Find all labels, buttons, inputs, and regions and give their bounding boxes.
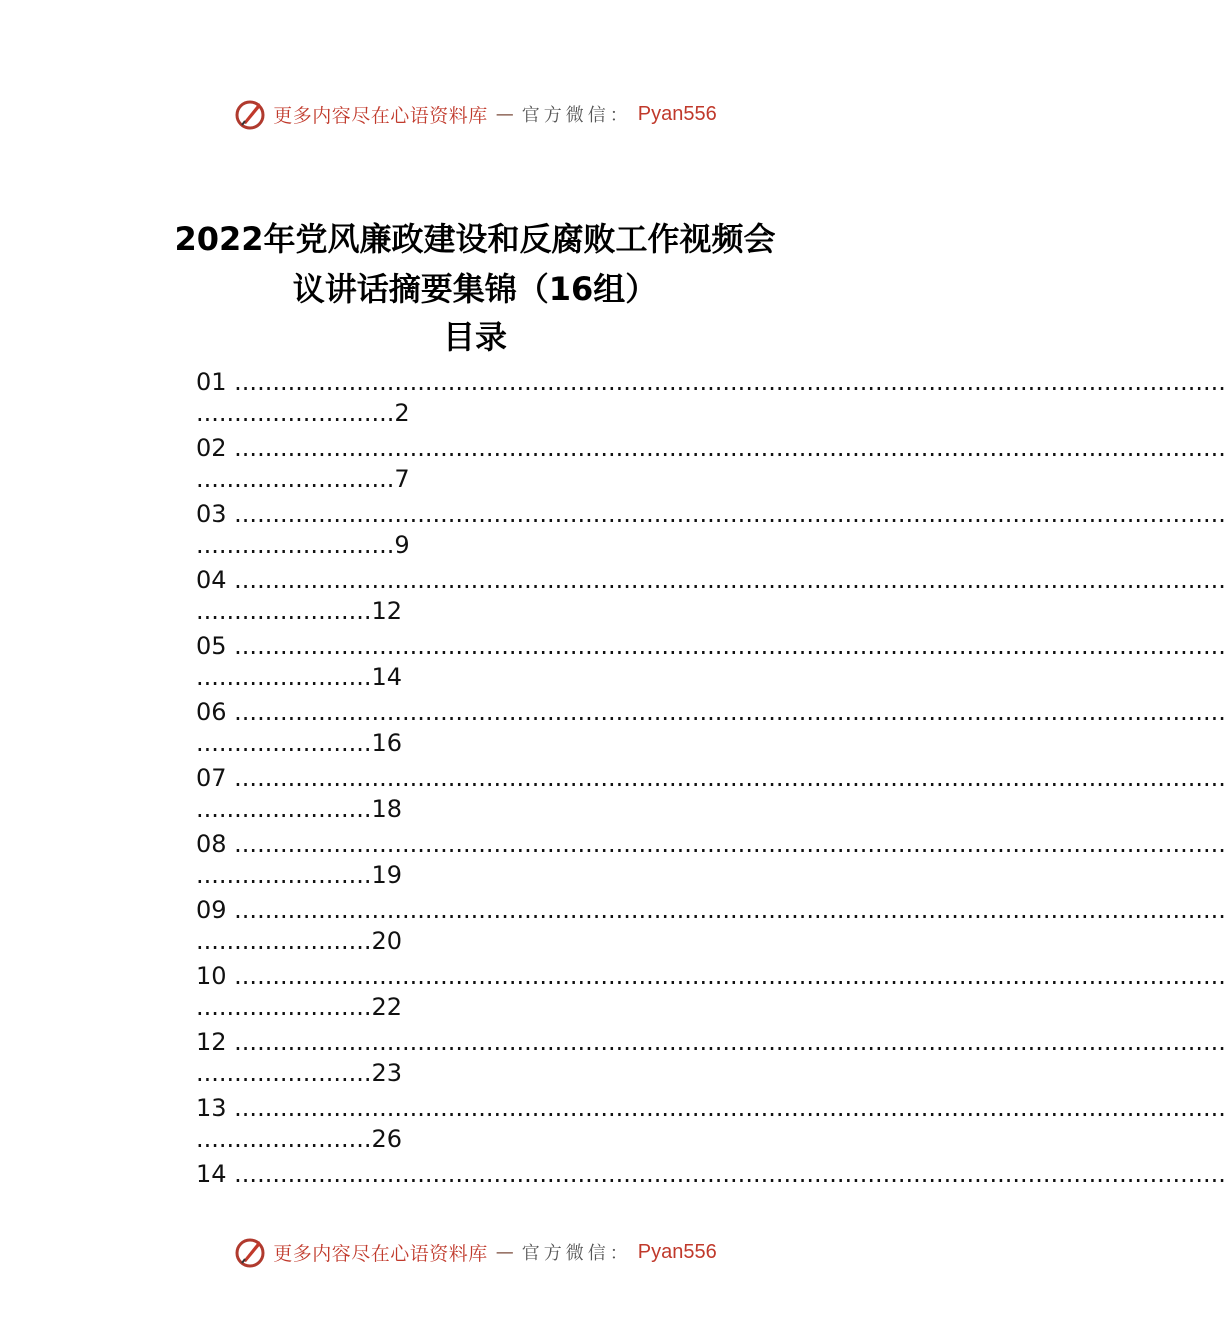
header-banner — [0, 94, 950, 134]
toc-entry[interactable] — [196, 564, 1226, 630]
banner-wechat-label: 官方微信： — [521, 1243, 632, 1264]
toc-entry-page: 16 — [371, 729, 403, 757]
toc-entry-page-line — [196, 1058, 402, 1088]
toc-entry-line — [196, 630, 1226, 662]
toc-entry-line — [196, 894, 1226, 926]
toc-entry-page-line — [196, 926, 402, 956]
toc-leader-dots: .................................................................................................................................. — [226, 632, 1226, 660]
footer-banner — [0, 1232, 950, 1272]
toc-leader-dots: ....................... — [196, 1059, 372, 1087]
toc-entry[interactable] — [196, 828, 1226, 894]
toc-entry-number: 12 — [196, 1028, 227, 1056]
toc-entry-page-line — [196, 464, 410, 494]
toc-entry[interactable] — [196, 630, 1226, 696]
toc-entry-page: 19 — [371, 861, 403, 889]
document-title-line2: 议讲话摘要集锦（16组） — [292, 270, 658, 308]
toc-leader-dots: .................................................................................................................................. — [226, 896, 1226, 924]
toc-leader-dots: .................................................................................................................................. — [226, 566, 1226, 594]
toc-entry[interactable] — [196, 696, 1226, 762]
banner-dash: — — [495, 103, 514, 125]
toc-leader-dots: .................................................................................................................................. — [226, 764, 1226, 792]
toc-leader-dots: .................................................................................................................................. — [226, 962, 1226, 990]
toc-entry-page: 23 — [371, 1059, 403, 1087]
toc-entry-line — [196, 762, 1226, 794]
toc-leader-dots: ....................... — [196, 795, 372, 823]
toc-entry[interactable] — [196, 498, 1226, 564]
toc-entry-line — [196, 696, 1226, 728]
banner-dash: — — [495, 1241, 514, 1263]
toc-leader-dots: .................................................................................................................................. — [226, 1160, 1226, 1188]
toc-entry-number: 07 — [196, 764, 227, 792]
toc-entry-page-line — [196, 1124, 402, 1154]
toc-leader-dots: .................................................................................................................................. — [226, 1028, 1226, 1056]
toc-entry-page-line — [196, 860, 402, 890]
toc-entry-number: 08 — [196, 830, 227, 858]
toc-entry-page: 9 — [394, 531, 410, 559]
toc-entry-line — [196, 1092, 1226, 1124]
toc-leader-dots: ....................... — [196, 927, 372, 955]
toc-leader-dots: ....................... — [196, 1125, 372, 1153]
toc-entry-line — [196, 432, 1226, 464]
toc-entry-line — [196, 1026, 1226, 1058]
toc-entry-number: 09 — [196, 896, 227, 924]
toc-entry-page: 7 — [394, 465, 410, 493]
toc-entry-page: 26 — [371, 1125, 403, 1153]
toc-entry[interactable] — [196, 1092, 1226, 1158]
banner-text: 更多内容尽在心语资料库 — [273, 104, 488, 127]
toc-leader-dots: ....................... — [196, 993, 372, 1021]
toc-leader-dots: ....................... — [196, 597, 372, 625]
toc-entry-page: 2 — [394, 399, 410, 427]
toc-leader-dots: .................................................................................................................................. — [226, 830, 1226, 858]
toc-entry-number: 03 — [196, 500, 227, 528]
toc-leader-dots: .................................................................................................................................. — [226, 1094, 1226, 1122]
toc-leader-dots: .................................................................................................................................. — [226, 434, 1226, 462]
toc-entry-page: 12 — [371, 597, 403, 625]
toc-entry[interactable] — [196, 762, 1226, 828]
toc-entry-page: 14 — [371, 663, 403, 691]
toc-entry-number: 14 — [196, 1160, 227, 1188]
toc-entry-line — [196, 366, 1226, 398]
toc-entry[interactable] — [196, 432, 1226, 498]
toc-entry-number: 05 — [196, 632, 227, 660]
toc-entry-page-line — [196, 530, 410, 560]
toc-entry-number: 02 — [196, 434, 227, 462]
banner-wechat-id: Pyan556 — [637, 102, 717, 125]
toc-entry-page-line — [196, 596, 402, 626]
toc-entry-line — [196, 498, 1226, 530]
toc-leader-dots: .......................... — [196, 399, 395, 427]
toc-entry-line — [196, 564, 1226, 596]
toc-leader-dots: .......................... — [196, 465, 395, 493]
quill-logo-icon — [233, 1235, 267, 1269]
toc-entry-number: 04 — [196, 566, 227, 594]
toc-heading: 目录 — [442, 318, 507, 356]
toc-entry-number: 13 — [196, 1094, 227, 1122]
toc-entry-line — [196, 960, 1226, 992]
toc-entry-page-line — [196, 992, 402, 1022]
toc-entry[interactable] — [196, 366, 1226, 432]
toc-leader-dots: ....................... — [196, 729, 372, 757]
banner-wechat-label: 官方微信： — [521, 105, 632, 126]
toc-entry[interactable] — [196, 894, 1226, 960]
toc-entry[interactable] — [196, 1026, 1226, 1092]
toc-entry-page: 18 — [371, 795, 403, 823]
table-of-contents — [196, 366, 1226, 1224]
toc-entry-page-line — [196, 398, 410, 428]
toc-entry-page-line — [196, 794, 402, 824]
toc-entry-page: 20 — [371, 927, 403, 955]
banner-wechat-id: Pyan556 — [637, 1240, 717, 1263]
quill-logo-icon — [233, 97, 267, 131]
toc-entry-page: 22 — [371, 993, 403, 1021]
toc-leader-dots: ....................... — [196, 663, 372, 691]
toc-leader-dots: ....................... — [196, 861, 372, 889]
toc-entry-number: 01 — [196, 368, 227, 396]
toc-entry-line — [196, 828, 1226, 860]
toc-entry-page-line — [196, 728, 402, 758]
toc-leader-dots: .......................... — [196, 531, 395, 559]
toc-entry[interactable] — [196, 960, 1226, 1026]
toc-entry-page-line — [196, 662, 402, 692]
toc-entry-line — [196, 1158, 1226, 1190]
toc-leader-dots: .................................................................................................................................. — [226, 368, 1226, 396]
document-title-line1: 2022年党风廉政建设和反腐败工作视频会 — [174, 220, 776, 258]
toc-leader-dots: .................................................................................................................................. — [226, 500, 1226, 528]
toc-entry[interactable] — [196, 1158, 1226, 1224]
toc-entry-number: 06 — [196, 698, 227, 726]
banner-text: 更多内容尽在心语资料库 — [273, 1242, 488, 1265]
toc-leader-dots: .................................................................................................................................. — [226, 698, 1226, 726]
toc-entry-number: 10 — [196, 962, 227, 990]
